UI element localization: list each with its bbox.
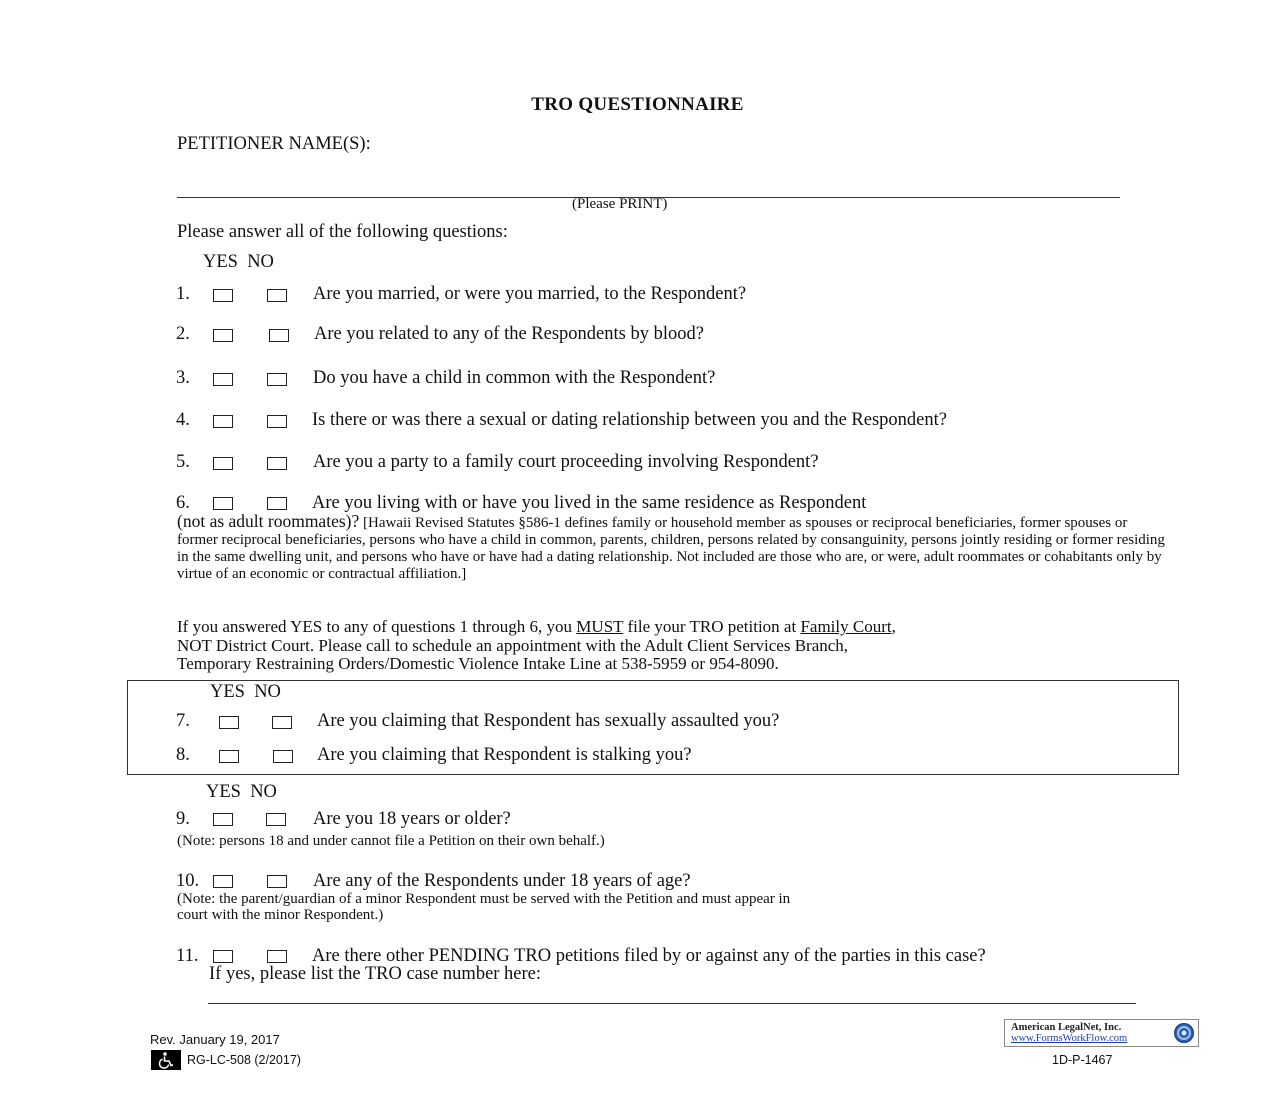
globe-icon <box>1173 1022 1195 1044</box>
q9-yes-checkbox[interactable] <box>213 813 233 826</box>
tro-case-number-line[interactable] <box>208 1003 1136 1004</box>
q6-statute-note <box>177 513 1167 583</box>
q11-no-checkbox[interactable] <box>267 950 287 963</box>
family-court-notice <box>177 618 1177 674</box>
notice-family-court: Family Court <box>800 617 892 636</box>
question-text: Do you have a child in common with the Respondent? <box>313 368 716 388</box>
question-number: 3. <box>176 368 190 388</box>
form-title: TRO QUESTIONNAIRE <box>531 94 744 115</box>
q3-yes-checkbox[interactable] <box>213 373 233 386</box>
petitioner-label: PETITIONER NAME(S): <box>177 134 371 154</box>
question-text: Are you related to any of the Respondents by blood? <box>314 324 704 344</box>
question-number: 5. <box>176 452 190 472</box>
question-text: Are you 18 years or older? <box>313 809 511 829</box>
q2-no-checkbox[interactable] <box>269 329 289 342</box>
yes-no-header: YES NO <box>210 682 281 702</box>
question-text: Are any of the Respondents under 18 years of age? <box>313 871 691 891</box>
form-code: RG-LC-508 (2/2017) <box>187 1053 301 1067</box>
question-number: 8. <box>176 745 190 765</box>
yes-no-header: YES NO <box>206 782 277 802</box>
american-legalnet-logo[interactable] <box>1004 1019 1199 1047</box>
question-text: Are you claiming that Respondent is stalking you? <box>317 745 692 765</box>
notice-part3: , <box>891 617 896 636</box>
notice-part2: file your TRO petition at <box>627 617 797 636</box>
q6-lead: (not as adult roommates)? <box>177 511 360 531</box>
q1-yes-checkbox[interactable] <box>213 289 233 302</box>
q9-no-checkbox[interactable] <box>266 813 286 826</box>
q11-yes-checkbox[interactable] <box>213 950 233 963</box>
q10-note-line2: court with the minor Respondent.) <box>177 907 384 923</box>
q6-yes-checkbox[interactable] <box>213 497 233 510</box>
question-text: Are there other PENDING TRO petitions filed by or against any of the parties in this case? <box>312 946 986 966</box>
question-number: 9. <box>176 809 190 829</box>
question-number: 2. <box>176 324 190 344</box>
logo-company-name: American LegalNet, Inc. <box>1011 1022 1122 1033</box>
q8-no-checkbox[interactable] <box>273 750 293 763</box>
wheelchair-icon <box>151 1050 181 1070</box>
q7-no-checkbox[interactable] <box>272 716 292 729</box>
question-text: Are you married, or were you married, to the Respondent? <box>313 284 747 304</box>
q9-note: (Note: persons 18 and under cannot file a Petition on their own behalf.) <box>177 833 605 849</box>
q7-yes-checkbox[interactable] <box>219 716 239 729</box>
q5-yes-checkbox[interactable] <box>213 457 233 470</box>
q6-statute: [Hawaii Revised Statutes §586-1 defines family or household member as spouses or reciprocal beneficiaries, former spouses or former reciprocal beneficiaries, persons who have a child in common, parents, children, persons related by consanguinity, persons jointly residing or former residing in the same dwelling unit, and persons who have or have had a dating relationship. Not included are those who are, or were, adult roommates or cohabitants only by virtue of an economic or contractual affiliation.] <box>177 515 1165 582</box>
question-number: 10. <box>176 871 200 891</box>
q10-no-checkbox[interactable] <box>267 875 287 888</box>
print-note: (Please PRINT) <box>572 196 668 212</box>
question-text: Are you living with or have you lived in the same residence as Respondent <box>312 493 867 513</box>
q8-yes-checkbox[interactable] <box>219 750 239 763</box>
notice-line2: NOT District Court. Please call to schedule an appointment with the Adult Client Services Branch, <box>177 635 849 655</box>
yes-no-header: YES NO <box>203 252 274 272</box>
q4-yes-checkbox[interactable] <box>213 415 233 428</box>
q11-followup: If yes, please list the TRO case number here: <box>209 964 542 984</box>
q1-no-checkbox[interactable] <box>267 289 287 302</box>
q3-no-checkbox[interactable] <box>267 373 287 386</box>
question-number: 11. <box>176 946 199 966</box>
notice-must: MUST <box>576 617 624 636</box>
logo-url-link[interactable]: www.FormsWorkFlow.com <box>1011 1033 1128 1044</box>
q10-note-line1: (Note: the parent/guardian of a minor Respondent must be served with the Petition and must appear in <box>177 891 791 907</box>
q6-no-checkbox[interactable] <box>267 497 287 510</box>
question-text: Are you a party to a family court proceeding involving Respondent? <box>313 452 819 472</box>
question-number: 4. <box>176 410 190 430</box>
q2-yes-checkbox[interactable] <box>213 329 233 342</box>
question-text: Is there or was there a sexual or dating relationship between you and the Respondent? <box>312 410 947 430</box>
form-id: 1D-P-1467 <box>1052 1053 1113 1067</box>
question-text: Are you claiming that Respondent has sexually assaulted you? <box>317 711 780 731</box>
q4-no-checkbox[interactable] <box>267 415 287 428</box>
instructions: Please answer all of the following questions: <box>177 222 508 242</box>
question-number: 6. <box>176 493 190 513</box>
notice-part1: If you answered YES to any of questions 1 through 6, you <box>177 617 573 636</box>
question-number: 7. <box>176 711 190 731</box>
revision-date: Rev. January 19, 2017 <box>150 1032 280 1047</box>
q5-no-checkbox[interactable] <box>267 457 287 470</box>
q10-yes-checkbox[interactable] <box>213 875 233 888</box>
notice-line3: Temporary Restraining Orders/Domestic Violence Intake Line at 538-5959 or 954-8090. <box>177 654 779 673</box>
question-number: 1. <box>176 284 190 304</box>
